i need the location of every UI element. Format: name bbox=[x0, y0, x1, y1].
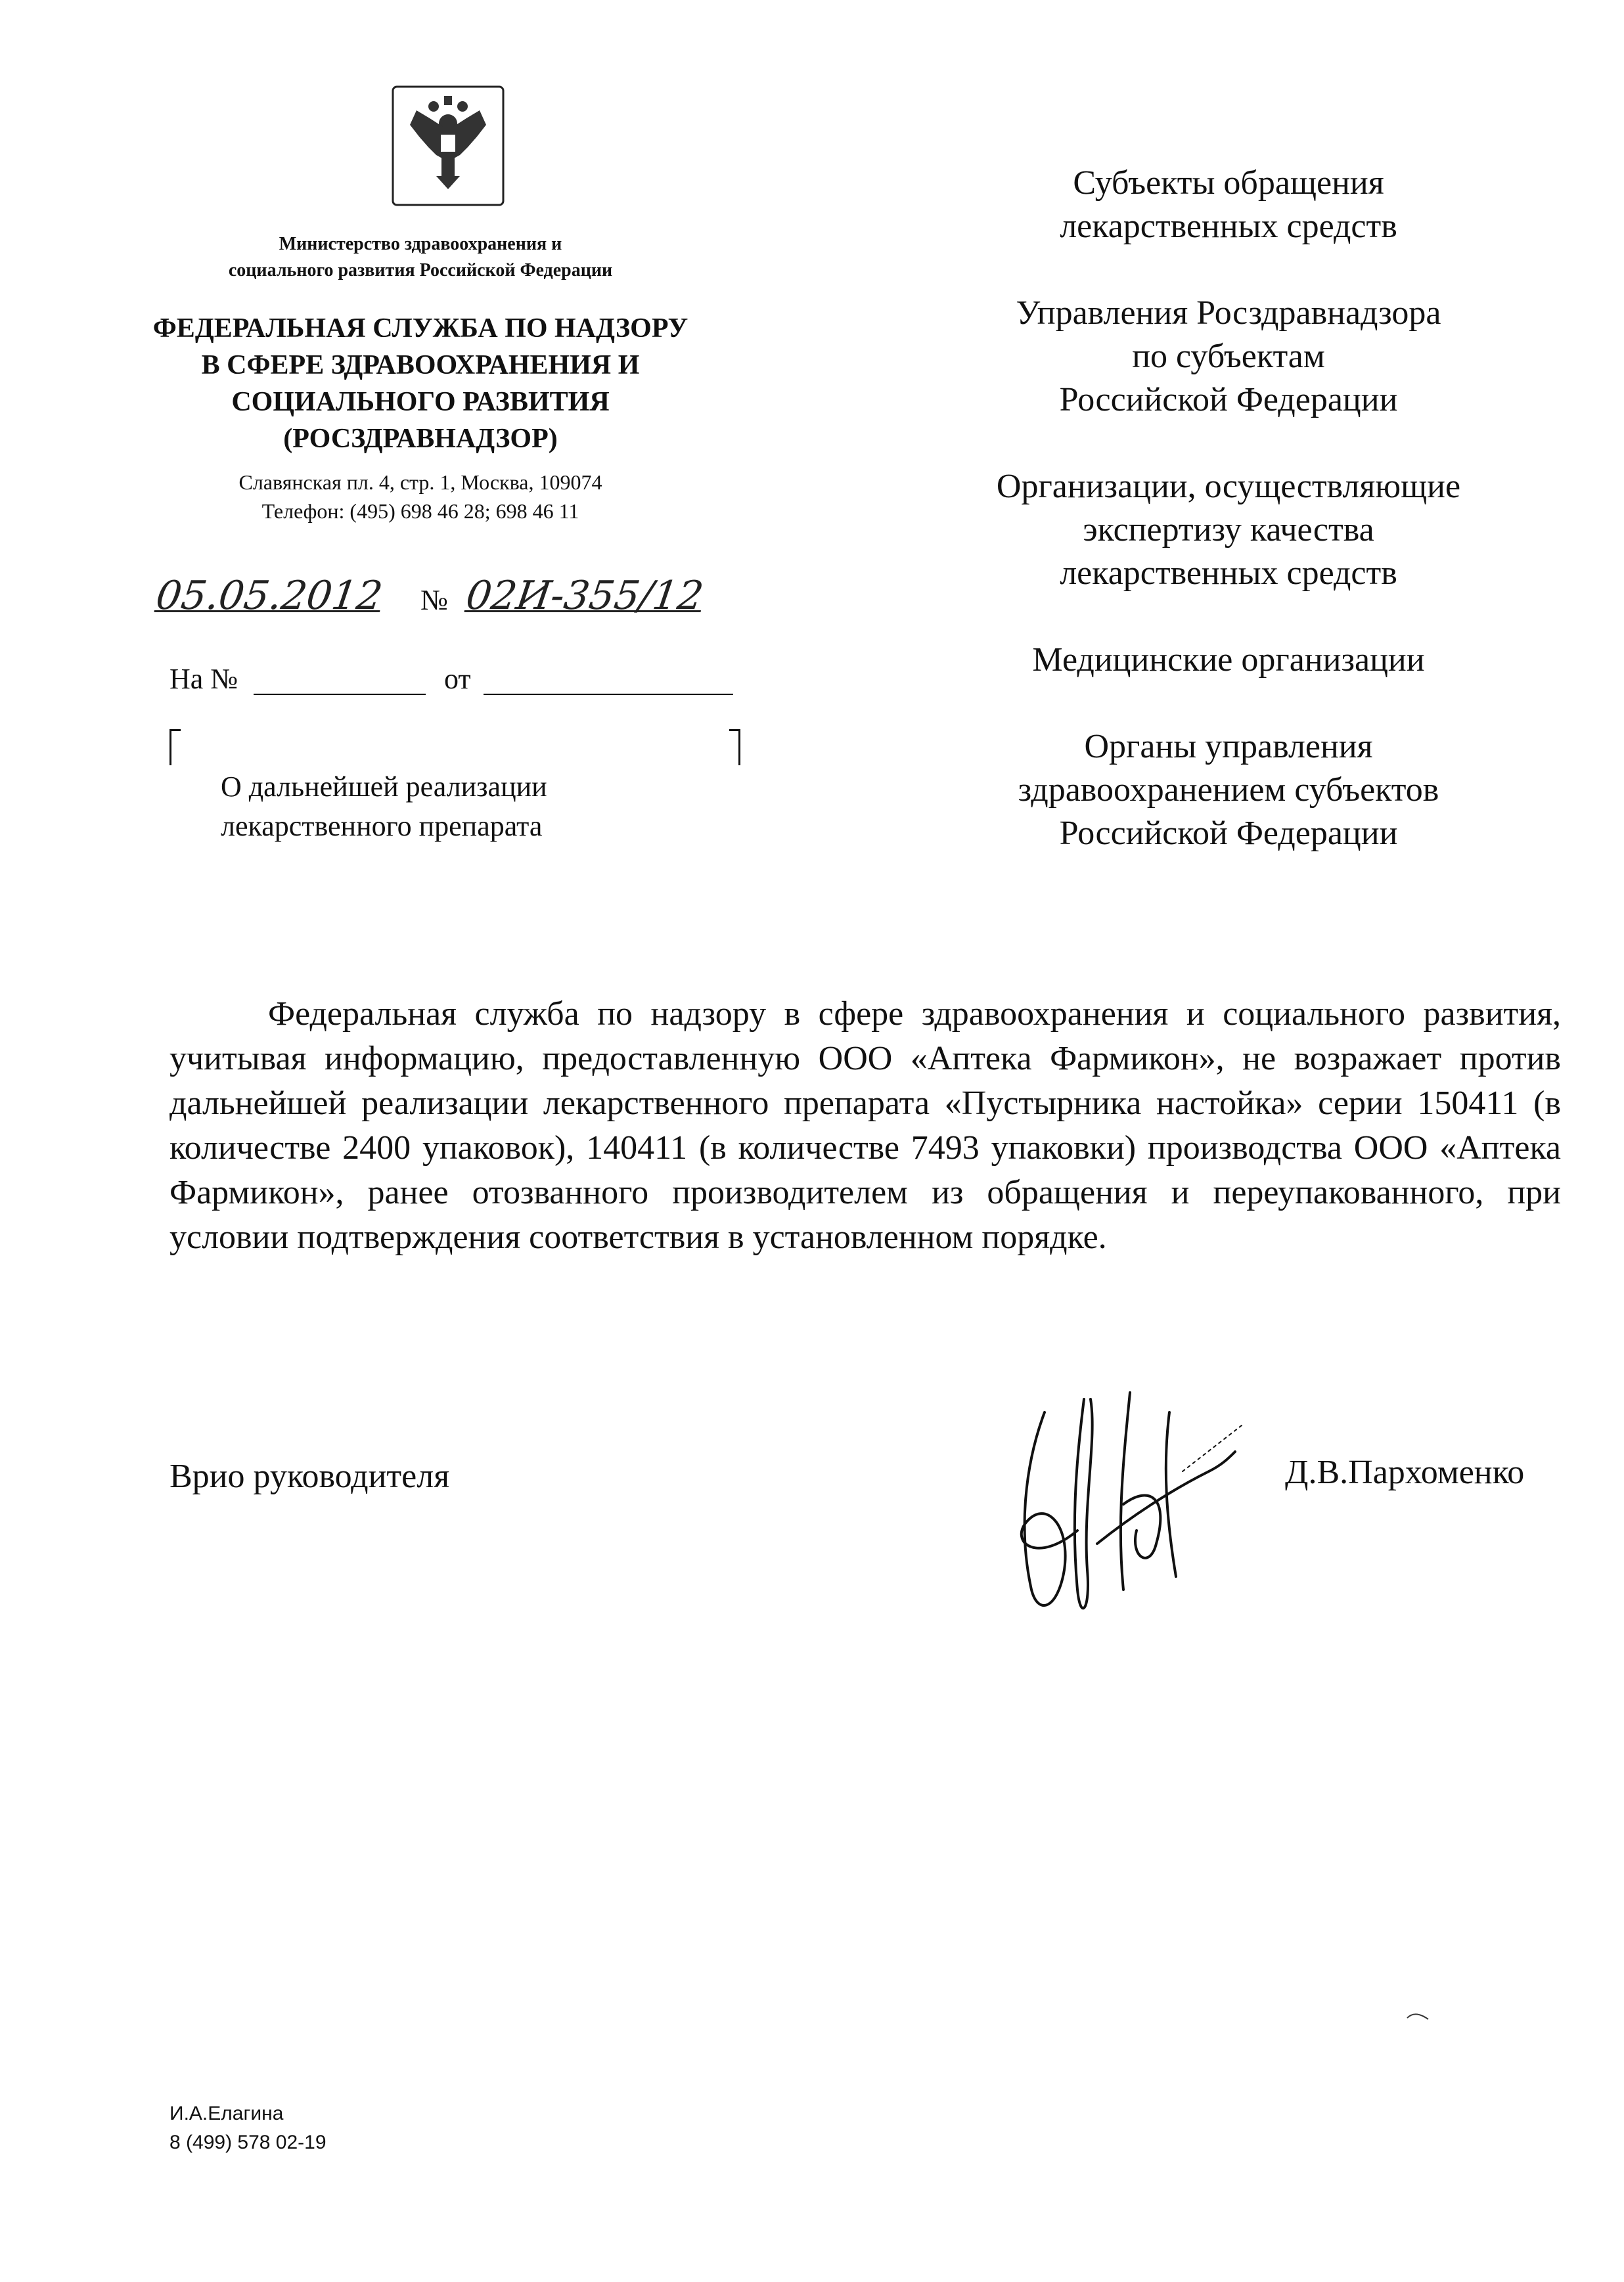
ministry-line: социального развития Российской Федерации bbox=[228, 260, 613, 280]
recipient-line: лекарственных средств bbox=[1060, 208, 1397, 245]
recipient-line: Медицинские организации bbox=[1032, 641, 1425, 679]
recipient-line: здравоохранением субъектов bbox=[1018, 771, 1439, 809]
executor-phone: 8 (499) 578 02-19 bbox=[169, 2132, 327, 2153]
reference-row bbox=[169, 662, 734, 702]
recipient-line: Российской Федерации bbox=[1059, 381, 1398, 418]
reference-date-label: от bbox=[444, 663, 471, 695]
reference-number-line bbox=[254, 694, 426, 695]
agency-line: ФЕДЕРАЛЬНАЯ СЛУЖБА ПО НАДЗОРУ bbox=[152, 313, 688, 344]
subject-line: лекарственного препарата bbox=[221, 810, 543, 842]
agency-line: (РОСЗДРАВНАДЗОР) bbox=[283, 424, 558, 454]
letter-subject bbox=[221, 767, 694, 846]
recipient-line: лекарственных средств bbox=[1060, 554, 1397, 592]
recipient bbox=[933, 162, 1524, 248]
recipient bbox=[933, 725, 1524, 855]
letter-body: Федеральная служба по надзору в сфере здравоохранения и социального развития, учитывая информацию, предоставленную ООО «Аптека Фармикон», не возражает против дальнейшей реализации лекарственного препарата «Пустырника настойка» серии 150411 (в количестве 2400 упаковок), 140411 (в количестве 7493 упаковки) производства ООО «Аптека Фармикон», ранее отозванного производителем из обращения и переупакованного, при условии подтверждения соответствия в установленном порядке. bbox=[169, 995, 1561, 1256]
ministry-name bbox=[164, 231, 677, 284]
recipient-line: Управления Росздравнадзора bbox=[1016, 294, 1441, 332]
recipient-line: Организации, осуществляющие bbox=[996, 468, 1461, 505]
agency-address bbox=[164, 468, 677, 526]
recipient bbox=[933, 292, 1524, 422]
agency-line: СОЦИАЛЬНОГО РАЗВИТИЯ bbox=[231, 387, 610, 417]
registration-number: 02И-355/12 bbox=[463, 573, 706, 619]
stray-mark bbox=[1406, 2010, 1430, 2023]
recipient bbox=[933, 465, 1524, 595]
handwritten-signature bbox=[999, 1373, 1248, 1636]
signatory-title: Врио руководителя bbox=[169, 1458, 450, 1495]
reference-number-label: На № bbox=[169, 663, 238, 695]
state-emblem-icon bbox=[390, 84, 506, 208]
registration-date: 05.05.2012 bbox=[153, 573, 386, 619]
recipient-line: экспертизу качества bbox=[1083, 511, 1374, 548]
ministry-line: Министерство здравоохранения и bbox=[279, 234, 562, 254]
agency-line: В СФЕРЕ ЗДРАВООХРАНЕНИЯ И bbox=[201, 350, 640, 380]
recipient bbox=[933, 638, 1524, 682]
recipient-line: Российской Федерации bbox=[1059, 815, 1398, 852]
signatory-name: Д.В.Пархоменко bbox=[1285, 1454, 1525, 1491]
subject-bracket-left bbox=[169, 729, 181, 765]
phone-line: Телефон: (495) 698 46 28; 698 46 11 bbox=[261, 499, 579, 523]
executor-name: И.А.Елагина bbox=[169, 2103, 284, 2124]
address-line: Славянская пл. 4, стр. 1, Москва, 109074 bbox=[238, 470, 602, 494]
executor-info bbox=[169, 2099, 327, 2157]
recipient-line: по субъектам bbox=[1132, 338, 1325, 375]
recipient-line: Субъекты обращения bbox=[1073, 164, 1384, 202]
reference-date-line bbox=[484, 694, 733, 695]
subject-line: О дальнейшей реализации bbox=[221, 771, 547, 803]
subject-bracket-right bbox=[729, 729, 740, 765]
agency-name bbox=[99, 310, 742, 457]
recipient-line: Органы управления bbox=[1084, 728, 1373, 765]
recipients-list bbox=[933, 162, 1524, 899]
registration-number-label: № bbox=[420, 584, 448, 616]
